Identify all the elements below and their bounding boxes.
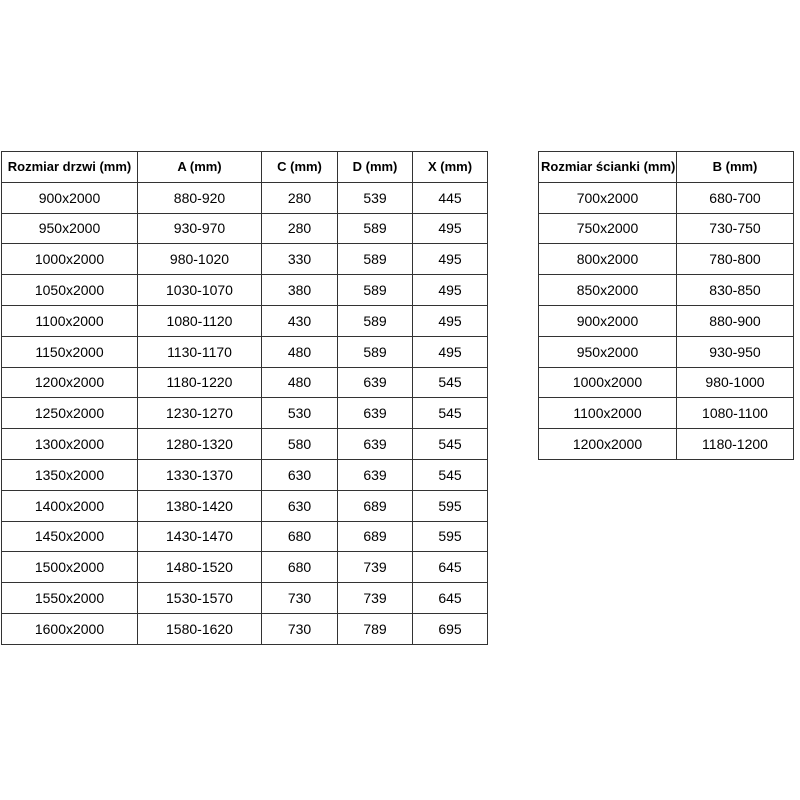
- table-cell: 495: [413, 213, 488, 244]
- table-row: [539, 275, 794, 306]
- table-cell: 1480-1520: [138, 552, 262, 583]
- table-cell: 1450x2000: [2, 521, 138, 552]
- table-cell: 1500x2000: [2, 552, 138, 583]
- table-cell: 539: [338, 182, 413, 213]
- door-sizes-table-header: [2, 152, 488, 183]
- table-cell: 1080-1120: [138, 305, 262, 336]
- table-cell: 830-850: [677, 275, 794, 306]
- table-row: [2, 398, 488, 429]
- column-header: Rozmiar ścianki (mm): [539, 152, 677, 183]
- table-cell: 695: [413, 613, 488, 644]
- table-cell: 730: [262, 583, 338, 614]
- table-cell: 280: [262, 213, 338, 244]
- table-cell: 380: [262, 275, 338, 306]
- table-cell: 739: [338, 552, 413, 583]
- door-sizes-table-body: [2, 182, 488, 644]
- table-cell: 495: [413, 244, 488, 275]
- table-row: [2, 275, 488, 306]
- table-cell: 1180-1220: [138, 367, 262, 398]
- table-cell: 645: [413, 552, 488, 583]
- table-row: [539, 429, 794, 460]
- table-row: [2, 244, 488, 275]
- table-cell: 545: [413, 398, 488, 429]
- table-cell: 639: [338, 459, 413, 490]
- table-cell: 1400x2000: [2, 490, 138, 521]
- table-row: [2, 182, 488, 213]
- table-cell: 1250x2000: [2, 398, 138, 429]
- table-cell: 1550x2000: [2, 583, 138, 614]
- table-row: [2, 552, 488, 583]
- table-cell: 330: [262, 244, 338, 275]
- table-cell: 1000x2000: [539, 367, 677, 398]
- table-row: [2, 459, 488, 490]
- column-header: Rozmiar drzwi (mm): [2, 152, 138, 183]
- table-cell: 545: [413, 459, 488, 490]
- table-cell: 900x2000: [2, 182, 138, 213]
- table-cell: 1200x2000: [2, 367, 138, 398]
- table-row: [2, 305, 488, 336]
- table-cell: 930-970: [138, 213, 262, 244]
- table-cell: 1300x2000: [2, 429, 138, 460]
- table-cell: 730-750: [677, 213, 794, 244]
- table-cell: 980-1000: [677, 367, 794, 398]
- table-row: [2, 429, 488, 460]
- table-cell: 1030-1070: [138, 275, 262, 306]
- table-cell: 739: [338, 583, 413, 614]
- table-cell: 1130-1170: [138, 336, 262, 367]
- wall-sizes-table: [538, 151, 794, 460]
- table-row: [539, 244, 794, 275]
- column-header: A (mm): [138, 152, 262, 183]
- table-row: [2, 336, 488, 367]
- table-cell: 1230-1270: [138, 398, 262, 429]
- table-cell: 430: [262, 305, 338, 336]
- table-cell: 800x2000: [539, 244, 677, 275]
- table-cell: 1100x2000: [539, 398, 677, 429]
- table-cell: 950x2000: [539, 336, 677, 367]
- table-cell: 780-800: [677, 244, 794, 275]
- table-row: [2, 213, 488, 244]
- table-cell: 730: [262, 613, 338, 644]
- table-cell: 480: [262, 367, 338, 398]
- table-cell: 750x2000: [539, 213, 677, 244]
- table-cell: 1000x2000: [2, 244, 138, 275]
- table-cell: 880-920: [138, 182, 262, 213]
- table-cell: 1080-1100: [677, 398, 794, 429]
- table-cell: 1430-1470: [138, 521, 262, 552]
- table-cell: 930-950: [677, 336, 794, 367]
- table-cell: 1050x2000: [2, 275, 138, 306]
- table-cell: 680: [262, 521, 338, 552]
- table-cell: 495: [413, 275, 488, 306]
- table-cell: 789: [338, 613, 413, 644]
- table-row: [2, 583, 488, 614]
- table-cell: 495: [413, 336, 488, 367]
- table-row: [2, 613, 488, 644]
- door-sizes-table: [1, 151, 488, 645]
- table-cell: 950x2000: [2, 213, 138, 244]
- table-cell: 480: [262, 336, 338, 367]
- table-cell: 680: [262, 552, 338, 583]
- table-cell: 1330-1370: [138, 459, 262, 490]
- table-header-row: [539, 152, 794, 183]
- table-cell: 645: [413, 583, 488, 614]
- wall-sizes-table-body: [539, 182, 794, 459]
- table-cell: 639: [338, 398, 413, 429]
- table-cell: 589: [338, 305, 413, 336]
- table-cell: 1600x2000: [2, 613, 138, 644]
- table-cell: 639: [338, 429, 413, 460]
- table-header-row: [2, 152, 488, 183]
- table-cell: 630: [262, 490, 338, 521]
- table-cell: 630: [262, 459, 338, 490]
- table-cell: 1380-1420: [138, 490, 262, 521]
- table-cell: 595: [413, 521, 488, 552]
- table-cell: 680-700: [677, 182, 794, 213]
- column-header: X (mm): [413, 152, 488, 183]
- wall-sizes-table-header: [539, 152, 794, 183]
- table-cell: 589: [338, 336, 413, 367]
- table-cell: 639: [338, 367, 413, 398]
- table-cell: 545: [413, 367, 488, 398]
- column-header: D (mm): [338, 152, 413, 183]
- table-cell: 689: [338, 490, 413, 521]
- table-cell: 1200x2000: [539, 429, 677, 460]
- table-cell: 1350x2000: [2, 459, 138, 490]
- table-row: [539, 213, 794, 244]
- table-row: [2, 490, 488, 521]
- table-cell: 700x2000: [539, 182, 677, 213]
- table-cell: 595: [413, 490, 488, 521]
- table-row: [539, 305, 794, 336]
- table-cell: 980-1020: [138, 244, 262, 275]
- table-row: [2, 367, 488, 398]
- table-cell: 880-900: [677, 305, 794, 336]
- table-cell: 589: [338, 275, 413, 306]
- column-header: B (mm): [677, 152, 794, 183]
- table-cell: 1150x2000: [2, 336, 138, 367]
- table-row: [539, 336, 794, 367]
- table-cell: 530: [262, 398, 338, 429]
- table-cell: 589: [338, 244, 413, 275]
- table-cell: 280: [262, 182, 338, 213]
- table-cell: 850x2000: [539, 275, 677, 306]
- table-row: [539, 398, 794, 429]
- table-cell: 1280-1320: [138, 429, 262, 460]
- table-cell: 1100x2000: [2, 305, 138, 336]
- table-row: [539, 367, 794, 398]
- table-cell: 445: [413, 182, 488, 213]
- table-cell: 1580-1620: [138, 613, 262, 644]
- table-cell: 495: [413, 305, 488, 336]
- table-cell: 1530-1570: [138, 583, 262, 614]
- table-row: [2, 521, 488, 552]
- table-cell: 580: [262, 429, 338, 460]
- table-cell: 545: [413, 429, 488, 460]
- column-header: C (mm): [262, 152, 338, 183]
- table-cell: 900x2000: [539, 305, 677, 336]
- table-row: [539, 182, 794, 213]
- table-cell: 589: [338, 213, 413, 244]
- table-cell: 689: [338, 521, 413, 552]
- table-cell: 1180-1200: [677, 429, 794, 460]
